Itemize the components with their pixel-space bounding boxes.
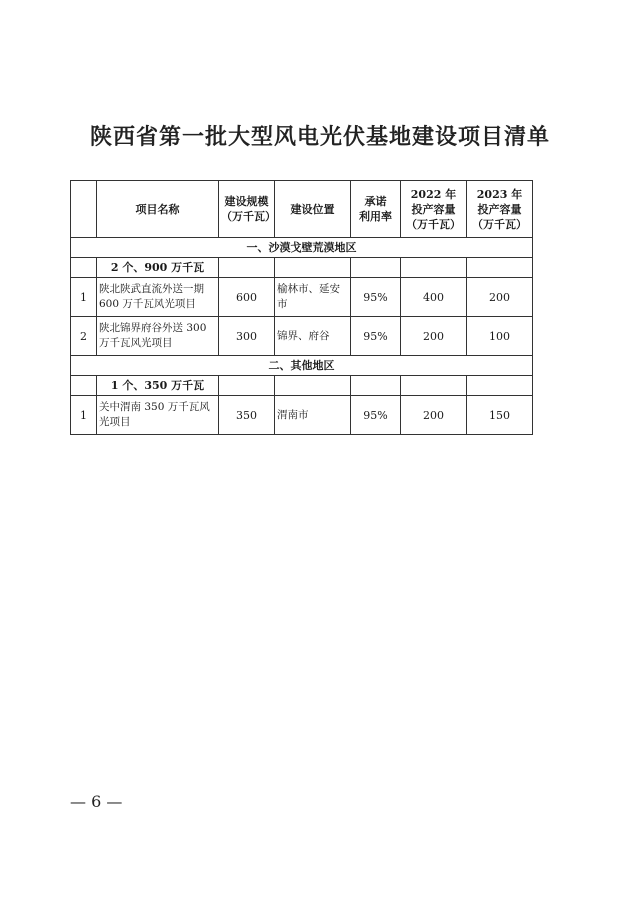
group-cell-scale [219,258,275,278]
row-location: 渭南市 [275,396,351,435]
row-2022-capacity: 400 [401,278,467,317]
page-number: — 6 — [70,792,123,811]
row-location: 锦界、府谷 [275,317,351,356]
row-2023-capacity: 200 [467,278,533,317]
group-cell-no [71,376,97,396]
group-cell-2023 [467,258,533,278]
row-2022-capacity: 200 [401,317,467,356]
table-row [71,278,533,317]
row-no: 1 [71,396,97,435]
row-utilization: 95% [351,396,401,435]
header-2023-capacity [467,181,533,238]
group-label: 2 个、900 万千瓦 [97,258,219,278]
row-project-name: 陕北锦界府谷外送 300万千瓦风光项目 [97,317,219,356]
group-cell-utilization [351,376,401,396]
row-scale: 350 [219,396,275,435]
header-project-name: 项目名称 [97,181,219,238]
row-utilization: 95% [351,317,401,356]
row-2023-capacity: 150 [467,396,533,435]
page-title: 陕西省第一批大型风电光伏基地建设项目清单 [89,124,550,150]
header-utilization-line1: 承诺 [364,195,387,208]
group-cell-2022 [401,376,467,396]
header-2023-line1: 2023 年 [476,187,523,201]
section-row [71,238,533,258]
header-utilization [351,181,401,238]
section-title: 二、其他地区 [71,356,533,376]
header-2022-line3: （万千瓦） [406,217,461,231]
header-2023-line2: 投产容量 [477,202,522,216]
header-2022-line1: 2022 年 [410,187,457,201]
header-2022-line2: 投产容量 [411,202,456,216]
group-cell-utilization [351,258,401,278]
row-2023-capacity: 100 [467,317,533,356]
header-2022-capacity [401,181,467,238]
group-cell-location [275,258,351,278]
row-no: 2 [71,317,97,356]
header-utilization-line2: 利用率 [359,210,392,223]
header-scale [219,181,275,238]
group-label: 1 个、350 万千瓦 [97,376,219,396]
row-2022-capacity: 200 [401,396,467,435]
group-cell-scale [219,376,275,396]
row-scale: 300 [219,317,275,356]
header-no [71,181,97,238]
row-no: 1 [71,278,97,317]
group-row [71,376,533,396]
row-location: 榆林市、延安市 [275,278,351,317]
section-row [71,356,533,376]
group-cell-no [71,258,97,278]
header-location: 建设位置 [275,181,351,238]
row-utilization: 95% [351,278,401,317]
table-row [71,396,533,435]
section-title: 一、沙漠戈壁荒漠地区 [71,238,533,258]
group-row [71,258,533,278]
table-row [71,317,533,356]
header-row [71,181,533,238]
row-project-name: 陕北陕武直流外送一期600 万千瓦风光项目 [97,278,219,317]
header-scale-line2: （万千瓦） [221,210,276,223]
header-2023-line3: （万千瓦） [472,217,527,231]
project-table [70,180,533,435]
group-cell-2023 [467,376,533,396]
group-cell-2022 [401,258,467,278]
row-scale: 600 [219,278,275,317]
group-cell-location [275,376,351,396]
row-project-name: 关中渭南 350 万千瓦风光项目 [97,396,219,435]
header-scale-line1: 建设规模 [224,195,269,208]
